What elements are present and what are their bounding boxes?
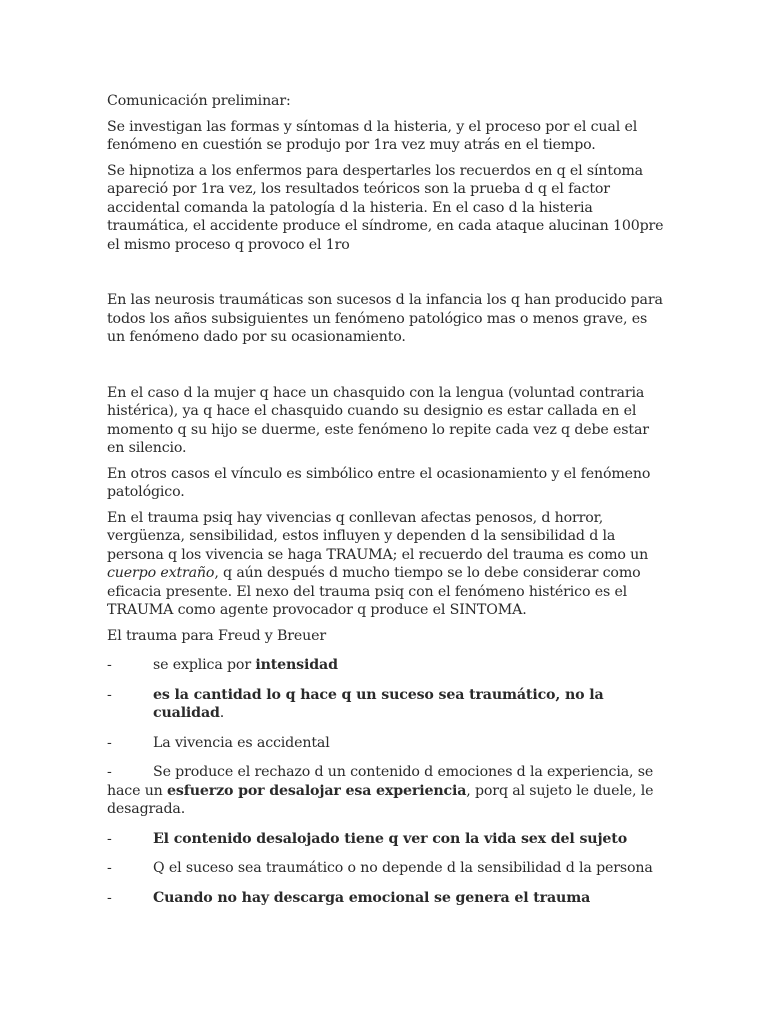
- list-item-bold: es la cantidad lo q hace q un suceso sea traumático, no la cualidad: [153, 686, 604, 721]
- spacer: [107, 354, 668, 384]
- spacer: [107, 261, 668, 291]
- list-item-text: [153, 686, 668, 723]
- paragraph-5: En otros casos el vínculo es simbólico entre el ocasionamiento y el fenómeno patológico.: [107, 465, 651, 500]
- bullet-dash: -: [107, 860, 112, 876]
- list-item-plain: .: [219, 705, 225, 721]
- list-item: [107, 763, 668, 819]
- list-item-bold: esfuerzo por desalojar esa experiencia: [167, 782, 467, 799]
- paragraph-6-text-b: , q aún después d mucho tiempo se lo debe considerar como eficacia presente. El nexo del trauma psiq con el fenómeno histérico es el TRAUMA como agente provocador q produce el SINTOMA.: [107, 565, 641, 618]
- list-item-bold: intensidad: [255, 657, 338, 673]
- paragraph-6-italic: cuerpo extraño: [107, 565, 215, 581]
- list-item: [107, 830, 668, 849]
- list-item-plain: Se produce el rechazo d un contenido d emociones d la experiencia, se hace un: [107, 764, 654, 799]
- list-item: [107, 859, 668, 878]
- list-item-bold: El contenido desalojado tiene q ver con la vida sex del sujeto: [153, 830, 628, 847]
- heading: Comunicación preliminar:: [107, 93, 291, 109]
- list-item-text: [153, 656, 338, 675]
- bullet-dash: -: [107, 657, 112, 673]
- bullet-dash: -: [107, 764, 112, 780]
- paragraph-6-text-a: En el trauma psiq hay vivencias q conllevan afectas penosos, d horror, vergüenza, sensibilidad, estos influyen y dependen d la sensibilidad d la persona q los vivencia se haga TRAUMA; el recuerdo del trauma es como un: [107, 509, 649, 563]
- list-item-plain: , porq al sujeto le duele, le desagrada.: [107, 782, 654, 817]
- paragraph-3: En las neurosis traumáticas son sucesos d la infancia los q han producido para todos los años subsiguientes un fenómeno patológico mas o menos grave, es un fenómeno dado por su ocasionamiento.: [107, 292, 663, 345]
- list-item-text: Q el suceso sea traumático o no depende d la sensibilidad d la persona: [153, 860, 653, 876]
- bullet-dash: -: [107, 889, 112, 906]
- bullet-dash: -: [107, 830, 112, 847]
- list-item: [107, 889, 668, 908]
- list-item: [107, 686, 668, 723]
- list-item-text: La vivencia es accidental: [153, 734, 330, 751]
- list-title: El trauma para Freud y Breuer: [107, 627, 327, 644]
- bullet-dash: -: [107, 686, 112, 703]
- list-item-bold: Cuando no hay descarga emocional se genera el trauma: [153, 889, 591, 906]
- list-item: [107, 656, 668, 675]
- list-item: [107, 734, 668, 753]
- paragraph-1: Se investigan las formas y síntomas d la histeria, y el proceso por el cual el fenómeno en cuestión se produjo por 1ra vez muy atrás en el tiempo.: [107, 118, 638, 153]
- paragraph-6: [107, 509, 668, 620]
- paragraph-4: En el caso d la mujer q hace un chasquido con la lengua (voluntad contraria histérica), ya q hace el chasquido cuando su designio es estar callada en el momento q su hijo se duerme, este fenómeno lo repite cada vez q debe estar en silencio.: [107, 384, 649, 456]
- list-item-plain: se explica por: [153, 657, 256, 673]
- paragraph-2: Se hipnotiza a los enfermos para despertarles los recuerdos en q el síntoma apareció por 1ra vez, los resultados teóricos son la prueba d q el factor accidental comanda la patología d la histeria. En el caso d la histeria traumática, el accidente produce el síndrome, en cada ataque alucinan 100pre el mismo proceso q provoco el 1ro: [107, 162, 664, 253]
- bullet-dash: -: [107, 734, 112, 751]
